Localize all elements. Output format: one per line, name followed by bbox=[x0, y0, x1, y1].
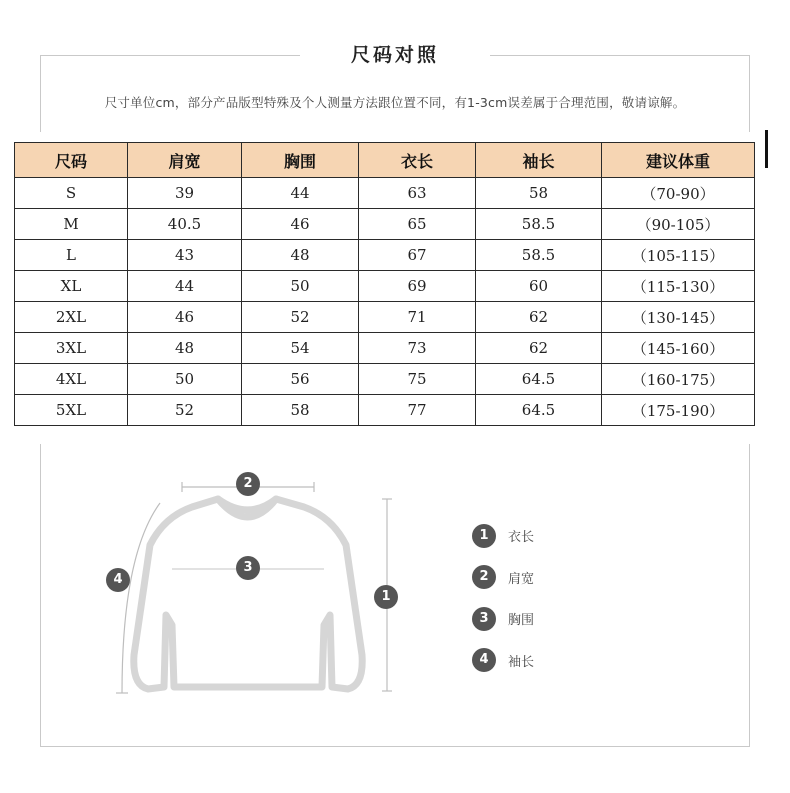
cell-sleeve: 64.5 bbox=[476, 395, 602, 426]
header-length: 衣长 bbox=[359, 143, 476, 178]
measurement-note: 尺寸单位cm，部分产品版型特殊及个人测量方法跟位置不同，有1-3cm误差属于合理范围，敬请谅解。 bbox=[104, 95, 686, 110]
cell-chest: 46 bbox=[242, 209, 359, 240]
cell-chest: 58 bbox=[242, 395, 359, 426]
cell-length: 73 bbox=[359, 333, 476, 364]
cell-shoulder: 40.5 bbox=[128, 209, 242, 240]
legend-label: 胸围 bbox=[508, 613, 535, 628]
cell-sleeve: 58 bbox=[476, 178, 602, 209]
cell-weight: （130-145） bbox=[602, 302, 755, 333]
table-row bbox=[15, 333, 755, 364]
cell-shoulder: 52 bbox=[128, 395, 242, 426]
marker-shoulder: 2 bbox=[236, 472, 260, 496]
marker-length: 1 bbox=[374, 585, 398, 609]
cell-length: 75 bbox=[359, 364, 476, 395]
cell-size: S bbox=[15, 178, 128, 209]
legend-label: 肩宽 bbox=[508, 571, 535, 587]
cell-shoulder: 48 bbox=[128, 333, 242, 364]
cell-size: M bbox=[15, 209, 128, 240]
cell-weight: （160-175） bbox=[602, 364, 755, 395]
legend-label: 袖长 bbox=[508, 654, 535, 670]
cell-sleeve: 64.5 bbox=[476, 364, 602, 395]
cell-chest: 52 bbox=[242, 302, 359, 333]
cell-size: 5XL bbox=[15, 395, 128, 426]
cell-chest: 56 bbox=[242, 364, 359, 395]
header-sleeve: 袖长 bbox=[476, 143, 602, 178]
cell-weight: （175-190） bbox=[602, 395, 755, 426]
cell-size: 2XL bbox=[15, 302, 128, 333]
cell-weight: （115-130） bbox=[602, 271, 755, 302]
cell-chest: 48 bbox=[242, 240, 359, 271]
cell-length: 77 bbox=[359, 395, 476, 426]
sweater-outline-icon bbox=[100, 465, 420, 705]
cell-shoulder: 46 bbox=[128, 302, 242, 333]
legend-item bbox=[472, 605, 534, 632]
cell-shoulder: 43 bbox=[128, 240, 242, 271]
legend-item bbox=[472, 647, 534, 674]
cell-length: 67 bbox=[359, 240, 476, 271]
cell-weight: （105-115） bbox=[602, 240, 755, 271]
table-row bbox=[15, 209, 755, 240]
header-chest: 胸围 bbox=[242, 143, 359, 178]
cell-weight: （70-90） bbox=[602, 178, 755, 209]
legend-number: 4 bbox=[472, 648, 496, 672]
cell-weight: （145-160） bbox=[602, 333, 755, 364]
header-weight: 建议体重 bbox=[602, 143, 755, 178]
legend-label: 衣长 bbox=[508, 530, 535, 545]
cell-length: 71 bbox=[359, 302, 476, 333]
cell-chest: 54 bbox=[242, 333, 359, 364]
cell-size: 4XL bbox=[15, 364, 128, 395]
cell-size: XL bbox=[15, 271, 128, 302]
cell-chest: 44 bbox=[242, 178, 359, 209]
legend-item bbox=[472, 564, 534, 591]
table-row bbox=[15, 364, 755, 395]
cell-length: 65 bbox=[359, 209, 476, 240]
cell-sleeve: 62 bbox=[476, 302, 602, 333]
table-row bbox=[15, 395, 755, 426]
cell-size: L bbox=[15, 240, 128, 271]
legend-item bbox=[472, 522, 534, 549]
legend-number: 3 bbox=[472, 607, 496, 631]
cell-length: 69 bbox=[359, 271, 476, 302]
cell-shoulder: 39 bbox=[128, 178, 242, 209]
cell-sleeve: 58.5 bbox=[476, 209, 602, 240]
table-row bbox=[15, 178, 755, 209]
cell-sleeve: 60 bbox=[476, 271, 602, 302]
header-shoulder: 肩宽 bbox=[128, 143, 242, 178]
table-row bbox=[15, 240, 755, 271]
scroll-indicator bbox=[765, 130, 768, 168]
size-table bbox=[14, 142, 755, 426]
marker-sleeve: 4 bbox=[106, 568, 130, 592]
cell-sleeve: 62 bbox=[476, 333, 602, 364]
cell-length: 63 bbox=[359, 178, 476, 209]
cell-shoulder: 44 bbox=[128, 271, 242, 302]
cell-shoulder: 50 bbox=[128, 364, 242, 395]
cell-sleeve: 58.5 bbox=[476, 240, 602, 271]
header-size: 尺码 bbox=[15, 143, 128, 178]
table-header-row bbox=[15, 143, 755, 178]
legend-number: 1 bbox=[472, 524, 496, 548]
table-row bbox=[15, 302, 755, 333]
sweater-diagram bbox=[100, 465, 420, 705]
cell-weight: （90-105） bbox=[602, 209, 755, 240]
marker-chest: 3 bbox=[236, 556, 260, 580]
cell-chest: 50 bbox=[242, 271, 359, 302]
legend-number: 2 bbox=[472, 565, 496, 589]
page-title: 尺码对照 bbox=[350, 44, 439, 66]
table-row bbox=[15, 271, 755, 302]
measurement-legend bbox=[472, 522, 534, 688]
cell-size: 3XL bbox=[15, 333, 128, 364]
